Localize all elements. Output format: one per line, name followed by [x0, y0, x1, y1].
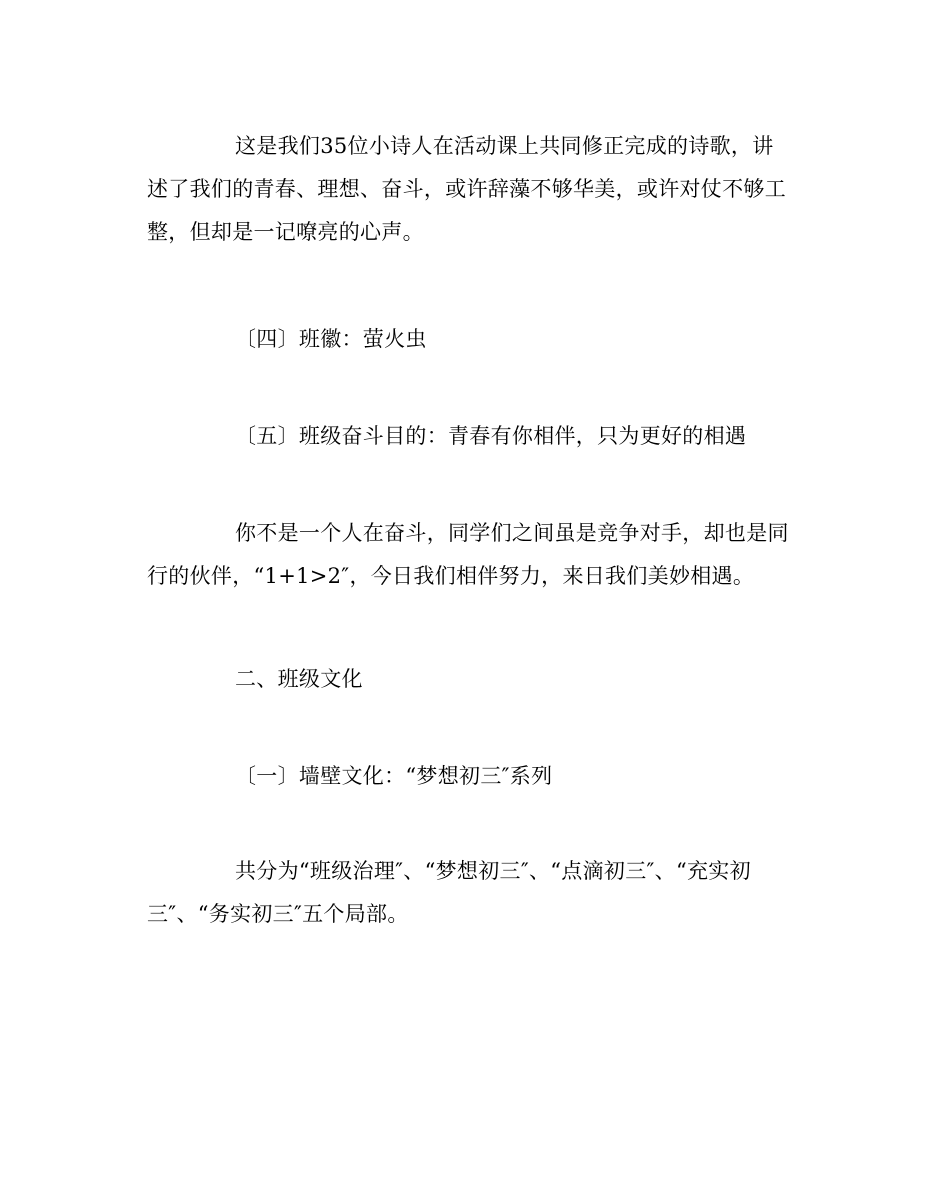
paragraph-wall-culture-description — [147, 850, 807, 936]
section-heading-class-culture — [147, 658, 807, 701]
text-line: 共分为“班级治理″、“梦想初三″、“点滴初三″、“充实初 — [235, 859, 751, 883]
paragraph-class-goal — [147, 415, 807, 458]
text-line: 〔一〕墙壁文化：“梦想初三″系列 — [235, 764, 553, 788]
text-line: 〔四〕班徽：萤火虫 — [235, 327, 427, 351]
text-line: 这是我们35位小诗人在活动课上共同修正完成的诗歌，讲 — [235, 134, 774, 158]
paragraph-goal-description — [147, 512, 807, 598]
text-line: 述了我们的青春、理想、奋斗，或许辞藻不够华美，或许对仗不够工 — [147, 177, 786, 201]
paragraph-class-emblem — [147, 318, 807, 361]
text-line: 二、班级文化 — [235, 667, 363, 691]
text-line: 〔五〕班级奋斗目的：青春有你相伴，只为更好的相遇 — [235, 424, 747, 448]
text-line: 整，但却是一记嘹亮的心声。 — [147, 220, 424, 244]
paragraph-poem-description — [147, 125, 807, 254]
paragraph-wall-culture — [147, 755, 807, 798]
text-line: 行的伙伴，“1+1>2″，今日我们相伴努力，来日我们美妙相遇。 — [147, 564, 755, 588]
text-line: 三″、“务实初三″五个局部。 — [147, 902, 409, 926]
text-line: 你不是一个人在奋斗，同学们之间虽是竞争对手，却也是同 — [235, 521, 789, 545]
